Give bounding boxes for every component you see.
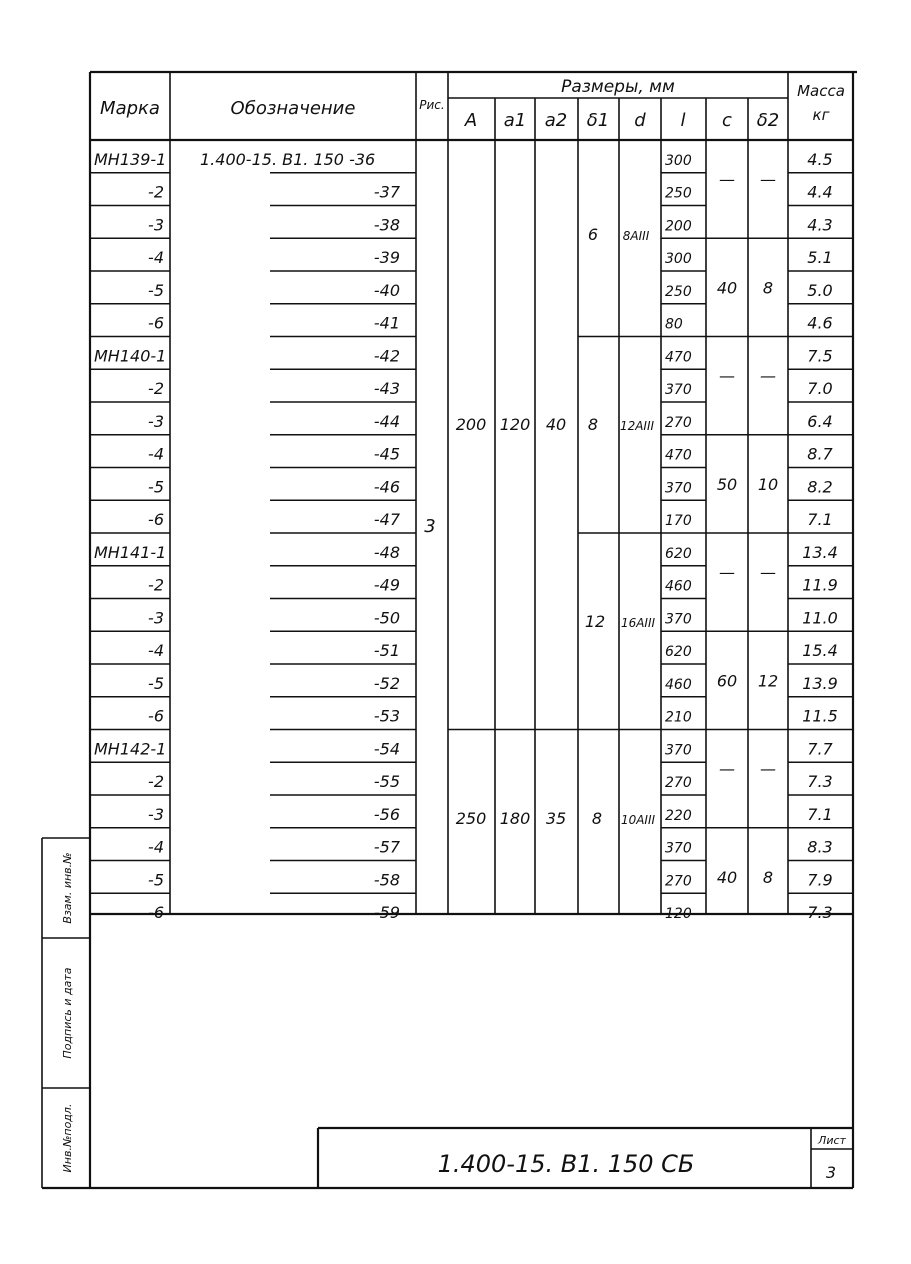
table-row (148, 805, 833, 824)
cell-oboznachenie: -56 (373, 804, 400, 824)
cell-marka: -4 (148, 444, 164, 464)
cell-marka: -2 (148, 379, 164, 398)
header-col-delta2: δ2 (756, 110, 780, 131)
cell-marka: МН142-1 (94, 739, 167, 759)
subgroup-3-delta1: 12 (584, 612, 606, 631)
cell-massa: 7.5 (807, 346, 833, 366)
cell-oboznachenie: -55 (373, 772, 400, 791)
table-row (148, 445, 833, 464)
cell-massa: 7.3 (807, 903, 833, 922)
cell-massa: 8.2 (807, 477, 833, 497)
side-stamp (61, 852, 74, 1172)
title-block (318, 1128, 853, 1188)
cell-marka: МН139-1 (94, 149, 167, 169)
header-oboznachenie: Обозначение (230, 98, 356, 119)
cell-delta2: — (760, 170, 776, 190)
table-row (94, 739, 834, 758)
cell-l: 200 (665, 218, 692, 235)
cell-l: 120 (665, 906, 692, 922)
cell-l: 220 (665, 807, 692, 824)
table-row (94, 150, 833, 169)
table-row (94, 346, 833, 365)
cell-oboznachenie: -45 (373, 444, 400, 464)
cell-massa: 7.3 (807, 772, 833, 791)
cell-marka: -6 (148, 706, 164, 726)
cell-marka: -5 (148, 870, 164, 890)
cell-l: 270 (665, 873, 692, 890)
cell-delta2: 8 (762, 278, 774, 298)
cell-marka: -4 (148, 837, 164, 857)
cell-c: — (719, 366, 735, 386)
cell-oboznachenie: -50 (373, 608, 400, 628)
cell-oboznachenie: -54 (373, 739, 400, 759)
cell-l: 250 (665, 185, 692, 202)
cell-massa: 13.4 (802, 542, 838, 562)
table-row (148, 248, 833, 267)
group-1-a2: 40 (545, 415, 567, 434)
cell-c: — (719, 759, 735, 779)
cell-c: 40 (716, 867, 738, 887)
cell-marka: МН141-1 (94, 542, 167, 562)
table-row (148, 641, 838, 660)
cell-marka: -3 (148, 215, 164, 235)
cell-marka: -3 (148, 608, 164, 628)
cell-marka: -6 (148, 510, 164, 529)
cell-oboznachenie: -59 (373, 903, 400, 922)
header-col-l: l (680, 110, 686, 131)
cell-massa: 15.4 (802, 641, 838, 660)
cell-massa: 11.5 (802, 706, 838, 726)
cell-massa: 4.4 (807, 182, 833, 202)
cell-l: 300 (665, 251, 692, 267)
subgroup-2-d: 12АIII (619, 419, 655, 433)
cell-l: 460 (665, 676, 692, 693)
ris-value: 3 (424, 516, 436, 537)
table-grid (90, 72, 853, 914)
cell-l: 620 (665, 644, 692, 660)
cell-l: 210 (665, 709, 692, 726)
cell-c: — (719, 563, 735, 583)
cell-delta2: — (760, 563, 776, 583)
cell-l: 370 (665, 840, 692, 857)
cell-oboznachenie: -44 (373, 411, 400, 431)
cell-delta2: — (760, 366, 776, 386)
group-2-a1: 180 (499, 809, 531, 828)
cell-marka: -5 (148, 477, 164, 497)
header-col-a2: a2 (544, 110, 568, 131)
cell-c: 40 (716, 278, 738, 298)
header-col-a1: a1 (503, 110, 527, 131)
cell-massa: 4.3 (807, 215, 833, 235)
cell-marka: -3 (148, 411, 164, 431)
cell-oboznachenie: 1.400-15. В1. 150 -36 (200, 149, 376, 169)
subgroup-1-delta1: 6 (587, 225, 599, 244)
subgroup-4-d: 10АIII (620, 813, 656, 827)
cell-l: 620 (665, 545, 692, 562)
cell-oboznachenie: -48 (373, 542, 400, 562)
cell-l: 370 (665, 742, 692, 759)
cell-massa: 5.0 (807, 280, 833, 300)
merged-cells (424, 170, 779, 890)
cell-l: 270 (665, 775, 692, 791)
cell-delta2: 8 (762, 867, 774, 887)
cell-l: 300 (665, 152, 692, 169)
cell-marka: -2 (148, 575, 164, 595)
cell-c: — (719, 170, 735, 190)
cell-marka: -2 (148, 772, 164, 791)
stamp-list-value: 3 (825, 1163, 837, 1182)
cell-massa: 8.7 (807, 444, 833, 464)
cell-c: 60 (716, 671, 738, 691)
cell-marka: -5 (148, 280, 164, 300)
cell-oboznachenie: -53 (373, 706, 400, 726)
table-row (148, 510, 833, 529)
subgroup-1-d: 8АIII (622, 229, 650, 243)
table-row (94, 543, 838, 562)
table-body (94, 150, 838, 922)
header-col-c: c (722, 110, 732, 131)
cell-oboznachenie: -38 (373, 215, 400, 235)
table-header (100, 77, 845, 131)
cell-delta2: 10 (757, 474, 779, 494)
table-row (148, 412, 833, 431)
cell-marka: -4 (148, 248, 164, 267)
cell-c: 50 (716, 474, 738, 494)
cell-massa: 4.5 (807, 149, 833, 169)
header-col-a: A (464, 110, 478, 131)
cell-massa: 11.9 (802, 575, 838, 595)
cell-marka: -2 (148, 182, 164, 202)
side-label-vzam: Взам. инв.№ (61, 852, 74, 924)
cell-l: 470 (665, 349, 692, 366)
group-1-a1: 120 (499, 415, 531, 434)
cell-oboznachenie: -58 (373, 870, 400, 890)
cell-massa: 8.3 (807, 837, 833, 857)
stamp-list-label: Лист (818, 1134, 846, 1147)
cell-l: 170 (665, 513, 692, 529)
cell-oboznachenie: -47 (373, 510, 400, 529)
table-row (148, 215, 833, 234)
cell-l: 370 (665, 382, 692, 398)
cell-marka: -4 (148, 641, 164, 660)
cell-massa: 7.9 (807, 870, 833, 890)
cell-delta2: — (760, 759, 776, 779)
cell-oboznachenie: -43 (373, 379, 400, 398)
table-row (148, 707, 838, 726)
cell-oboznachenie: -40 (373, 280, 400, 300)
cell-massa: 5.1 (807, 248, 833, 267)
cell-massa: 13.9 (802, 673, 838, 693)
header-col-d: d (634, 110, 646, 131)
cell-oboznachenie: -49 (373, 575, 400, 595)
cell-massa: 7.0 (807, 379, 833, 398)
cell-l: 250 (665, 283, 692, 300)
header-massa: Масса (797, 82, 845, 100)
cell-oboznachenie: -57 (373, 837, 400, 857)
subgroup-4-delta1: 8 (591, 809, 603, 828)
cell-oboznachenie: -37 (373, 182, 400, 202)
header-kg: кг (812, 106, 830, 124)
cell-marka: -6 (148, 313, 164, 333)
cell-l: 460 (665, 578, 692, 595)
cell-massa: 6.4 (807, 411, 833, 431)
cell-massa: 11.0 (802, 608, 838, 628)
cell-oboznachenie: -51 (373, 641, 400, 660)
group-1-a: 200 (455, 415, 487, 434)
table-row (148, 314, 833, 333)
cell-l: 270 (665, 414, 692, 431)
cell-oboznachenie: -52 (373, 673, 400, 693)
cell-oboznachenie: -46 (373, 477, 400, 497)
table-row (148, 903, 833, 922)
cell-l: 80 (665, 316, 683, 333)
cell-oboznachenie: -42 (373, 346, 400, 366)
header-razmery: Размеры, мм (561, 77, 675, 97)
side-label-podpis: Подпись и дата (61, 967, 74, 1059)
subgroup-2-delta1: 8 (587, 415, 599, 434)
cell-marka: -3 (148, 804, 164, 824)
stamp-designation: 1.400-15. В1. 150 СБ (437, 1150, 695, 1178)
side-label-inv-podl: Инв.№подл. (61, 1103, 74, 1173)
cell-oboznachenie: -39 (373, 248, 400, 267)
cell-marka: -5 (148, 673, 164, 693)
cell-l: 370 (665, 480, 692, 497)
cell-massa: 7.1 (807, 510, 833, 529)
table-row (148, 608, 838, 627)
table-row (148, 838, 833, 857)
group-2-a: 250 (455, 809, 487, 828)
cell-massa: 4.6 (807, 313, 833, 333)
cell-oboznachenie: -41 (373, 313, 400, 333)
header-col-delta1: δ1 (586, 110, 610, 131)
cell-delta2: 12 (757, 671, 779, 691)
cell-marka: МН140-1 (94, 346, 167, 366)
sheet-frame (42, 72, 857, 1188)
cell-l: 370 (665, 611, 692, 628)
cell-l: 470 (665, 447, 692, 464)
header-ris: Рис. (419, 98, 445, 112)
header-marka: Марка (100, 98, 160, 119)
subgroup-3-d: 16АIII (620, 616, 656, 630)
cell-marka: -6 (148, 903, 164, 922)
cell-massa: 7.7 (807, 739, 833, 759)
group-2-a2: 35 (545, 809, 567, 828)
cell-massa: 7.1 (807, 804, 833, 824)
